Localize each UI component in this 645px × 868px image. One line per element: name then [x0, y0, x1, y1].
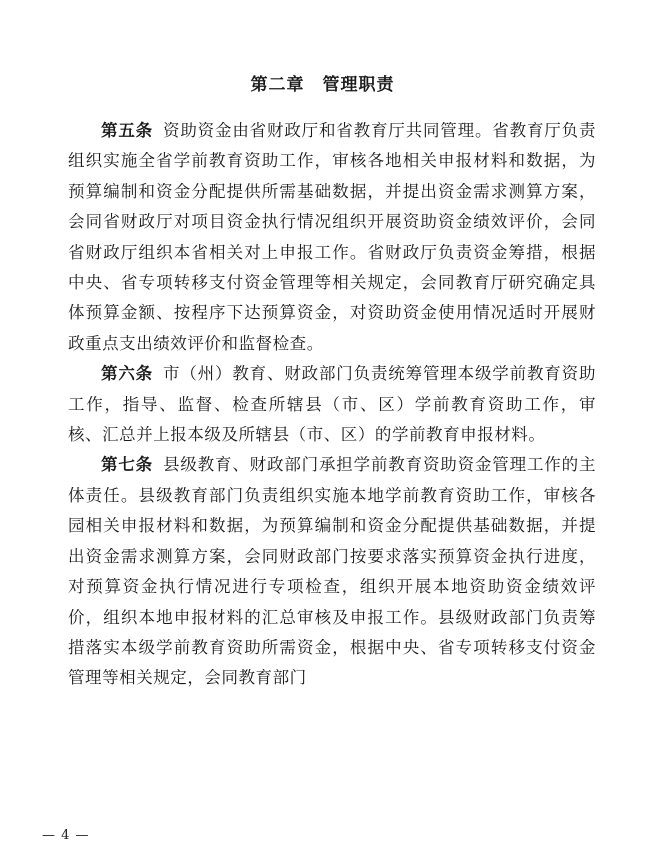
article-text: 市（州）教育、财政部门负责统筹管理本级学前教育资助工作，指导、监督、检查所辖县（市、区）学前教育资助工作，审核、汇总并上报本级及所辖县（市、区）的学前教育申报材料。 — [68, 364, 596, 445]
document-body — [68, 116, 596, 694]
article-number: 第五条 — [101, 121, 153, 140]
article-number: 第六条 — [101, 364, 153, 384]
article-text: 县级教育、财政部门承担学前教育资助资金管理工作的主体责任。县级教育部门负责组织实施本地学前教育资助工作，审核各园相关申报材料和数据，为预算编制和资金分配提供基础数据，并提出资金需求测算方案，会同财政部门按要求落实预算资金执行进度，对预算资金执行情况进行专项检查，组织开展本地资助资金绩效评价，组织本地申报材料的汇总审核及申报工作。县级财政部门负责筹措落实本级学前教育资助所需资金，根据中央、省专项转移支付资金管理等相关规定，会同教育部门 — [68, 455, 596, 688]
chapter-title: 第二章 管理职责 — [250, 75, 395, 95]
article-text: 资助资金由省财政厅和省教育厅共同管理。省教育厅负责组织实施全省学前教育资助工作，审核各地相关申报材料和数据，为预算编制和资金分配提供所需基础数据，并提出资金需求测算方案，会同省财政厅对项目资金执行情况组织开展资助资金绩效评价，会同省财政厅组织本省相关对上申报工作。省财政厅负责资金筹措，根据中央、省专项转移支付资金管理等相关规定，会同教育厅研究确定具体预算金额、按程序下达预算资金，对资助资金使用情况适时开展财政重点支出绩效评价和监督检查。 — [68, 121, 596, 353]
article-number: 第七条 — [101, 455, 153, 475]
article-paragraph — [68, 450, 596, 693]
article-paragraph — [68, 359, 596, 450]
page-number: — 4 — — [42, 828, 90, 843]
article-paragraph — [68, 116, 596, 359]
